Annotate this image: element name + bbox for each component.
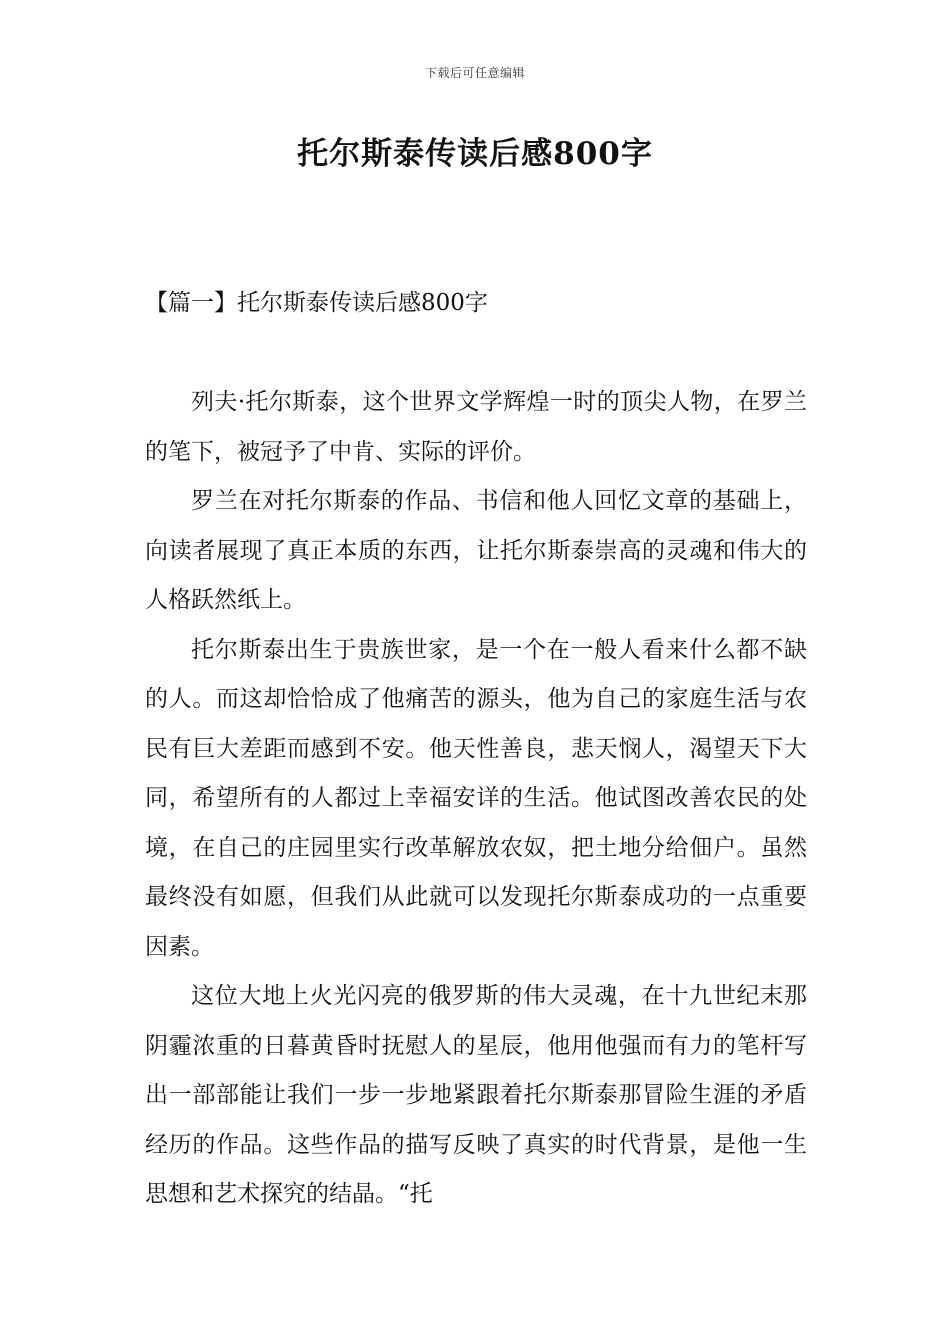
document-body [145,378,807,1220]
header-note: 下载后可任意编辑 [424,66,525,80]
paragraph: 列夫·托尔斯泰，这个世界文学辉煌一时的顶尖人物，在罗兰的笔下，被冠予了中肯、实际的评价。 [145,389,807,465]
document-title: 托尔斯泰传读后感800字 [297,136,653,172]
section-heading: 【篇一】托尔斯泰传读后感800字 [145,290,488,316]
paragraph: 托尔斯泰出生于贵族世家，是一个在一般人看来什么都不缺的人。而这却恰恰成了他痛苦的源头，他为自己的家庭生活与农民有巨大差距而感到不安。他天性善良，悲天悯人，渴望天下大同，希望所有的人都过上幸福安详的生活。他试图改善农民的处境，在自己的庄园里实行改革解放农奴，把土地分给佃户。虽然最终没有如愿，但我们从此就可以发现托尔斯泰成功的一点重要因素。 [145,636,807,960]
paragraph: 这位大地上火光闪亮的俄罗斯的伟大灵魂，在十九世纪末那阴霾浓重的日暮黄昏时抚慰人的星辰，他用他强而有力的笔杆写出一部部能让我们一步一步地紧跟着托尔斯泰那冒险生涯的矛盾经历的作品。这些作品的描写反映了真实的时代背景，是他一生思想和艺术探究的结晶。“托 [145,983,807,1207]
paragraph: 罗兰在对托尔斯泰的作品、书信和他人回忆文章的基础上，向读者展现了真正本质的东西，让托尔斯泰崇高的灵魂和伟大的人格跃然纸上。 [145,488,807,613]
